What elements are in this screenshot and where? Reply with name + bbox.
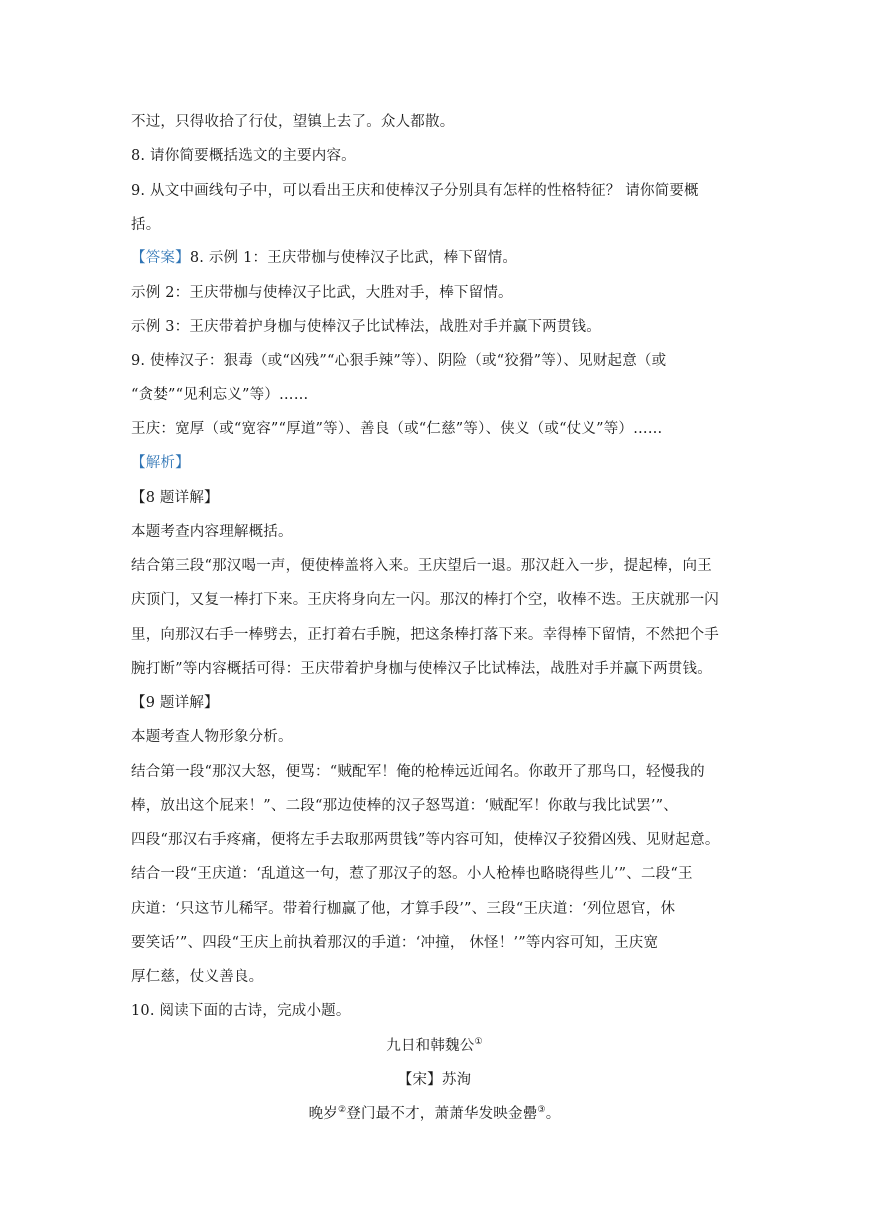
question-9-line1: 9. 从文中画线句子中，可以看出王庆和使棒汉子分别具有怎样的性格特征？ 请你简要概 (131, 183, 699, 199)
question-8: 8. 请你简要概括选文的主要内容。 (131, 148, 356, 164)
q9-detail-paragraph-line4: 结合一段“王庆道：‘乱道这一句，惹了那汉子的怒。小人枪棒也略晓得些儿’”、二段“王 (131, 866, 693, 882)
poem-line-1-part-a: 晚岁 (308, 1106, 339, 1122)
poem-title (0, 1036, 869, 1056)
answer-9-line1: 9. 使棒汉子：狠毒（或“凶残”“心狠手辣”等）、阴险（或“狡猾”等）、见财起意（或 (131, 353, 667, 369)
q9-detail-heading: 【9 题详解】 (131, 695, 219, 711)
q9-detail-paragraph-line2: 棒，放出这个屁来！”、二段“那边使棒的汉子怒骂道：‘贼配军！你敢与我比试罢’”、 (131, 798, 678, 814)
answer-8-example-3: 示例 3：王庆带着护身枷与使棒汉子比试棒法，战胜对手并赢下两贯钱。 (131, 319, 601, 335)
poem-line-1-part-c: 。 (545, 1106, 561, 1122)
q8-detail-paragraph-line2: 庆顶门，又复一棒打下来。王庆将身向左一闪。那汉的棒打个空，收棒不迭。王庆就那一闪 (131, 592, 719, 608)
q9-detail-paragraph-line3: 四段“那汉右手疼痛，便将左手去取那两贯钱”等内容可知，使棒汉子狡猾凶残、见财起意。 (131, 832, 720, 848)
question-9-line2: 括。 (131, 217, 161, 233)
answer-tag: 【答案】 (131, 250, 190, 266)
q8-detail-paragraph-line4: 腕打断”等内容概括可得：王庆带着护身枷与使棒汉子比试棒法，战胜对手并赢下两贯钱。 (131, 661, 712, 677)
footnote-marker: ② (338, 1105, 347, 1116)
q8-detail-paragraph-line1: 结合第三段“那汉喝一声，便使棒盖将入来。王庆望后一退。那汉赶入一步，提起棒，向王 (131, 558, 712, 574)
answer-line (131, 248, 741, 268)
poem-title-text: 九日和韩魏公 (386, 1038, 475, 1054)
answer-9-line2: “贪婪”“见利忘义”等）…… (131, 387, 309, 403)
q9-detail-paragraph-line7: 厚仁慈，仗义善良。 (131, 969, 264, 985)
poem-author: 【宋】苏洵 (397, 1072, 472, 1088)
answer-8-example-1: 8. 示例 1：王庆带枷与使棒汉子比武，棒下留情。 (189, 250, 518, 266)
q9-detail-intro: 本题考查人物形象分析。 (131, 729, 293, 745)
answer-9-line3: 王庆：宽厚（或“宽容”“厚道”等）、善良（或“仁慈”等）、侠义（或“仗义”等）…… (131, 421, 663, 437)
footnote-marker: ① (474, 1037, 483, 1048)
q8-detail-heading: 【8 题详解】 (131, 490, 219, 506)
footnote-marker: ③ (537, 1105, 546, 1116)
answer-8-example-2: 示例 2：王庆带枷与使棒汉子比武，大胜对手，棒下留情。 (131, 285, 513, 301)
poem-line-1-part-b: 登门最不才，萧萧华发映金罍 (346, 1106, 538, 1122)
question-10: 10. 阅读下面的古诗，完成小题。 (131, 1003, 351, 1019)
passage-tail: 不过，只得收拾了行仗，望镇上去了。众人都散。 (131, 114, 455, 130)
poem-line-1 (0, 1104, 869, 1124)
q8-detail-paragraph-line3: 里，向那汉右手一棒劈去，正打着右手腕，把这条棒打落下来。幸得棒下留情，不然把个手 (131, 627, 719, 643)
q9-detail-paragraph-line1: 结合第一段“那汉大怒，便骂：“贼配军！俺的枪棒远近闻名。你敢开了那鸟口，轻慢我的 (131, 764, 705, 780)
q9-detail-paragraph-line5: 庆道：‘只这节儿稀罕。带着行枷赢了他，才算手段’”、三段“王庆道：‘列位恩官，休 (131, 901, 676, 917)
q9-detail-paragraph-line6: 要笑话’”、四段“王庆上前执着那汉的手道：‘冲撞， 休怪！’”等内容可知，王庆宽 (131, 935, 659, 951)
analysis-tag: 【解析】 (131, 455, 190, 471)
q8-detail-intro: 本题考查内容理解概括。 (131, 524, 293, 540)
